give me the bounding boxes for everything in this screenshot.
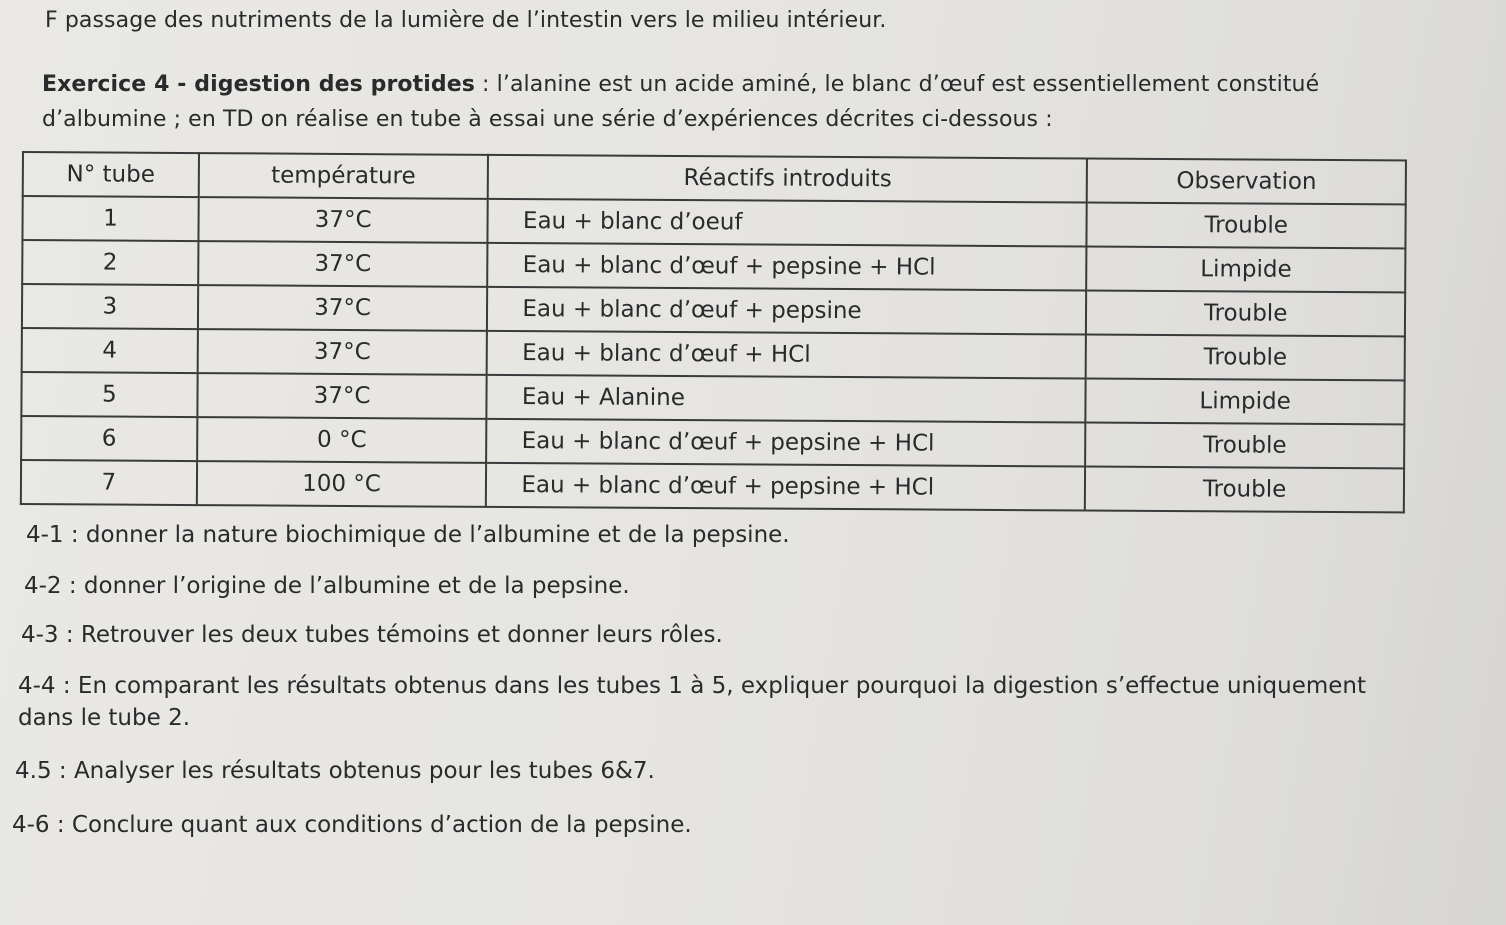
cell-tube: 4 bbox=[22, 328, 198, 373]
cell-reactifs: Eau + Alanine bbox=[487, 375, 1086, 423]
header-temperature: température bbox=[198, 153, 488, 199]
cell-observation: Trouble bbox=[1085, 423, 1404, 469]
cell-temperature: 100 °C bbox=[197, 461, 487, 507]
cell-observation: Trouble bbox=[1086, 291, 1405, 337]
table-row bbox=[21, 460, 1404, 512]
cell-observation: Trouble bbox=[1085, 467, 1404, 513]
cell-temperature: 37°C bbox=[198, 241, 488, 287]
exercise-text-1: : l’alanine est un acide aminé, le blanc d’œuf est essentiellement constitué bbox=[474, 72, 1320, 97]
question-4-3: 4-3 : Retrouver les deux tubes témoins et donner leurs rôles. bbox=[21, 622, 723, 648]
experiments-table bbox=[20, 151, 1407, 513]
cell-temperature: 37°C bbox=[198, 197, 488, 243]
cell-temperature: 37°C bbox=[198, 285, 488, 331]
question-4-6: 4-6 : Conclure quant aux conditions d’action de la pepsine. bbox=[12, 812, 692, 838]
exercise-title: Exercice 4 - digestion des protides bbox=[42, 72, 475, 97]
cell-reactifs: Eau + blanc d’œuf + pepsine bbox=[487, 287, 1086, 335]
header-reactifs: Réactifs introduits bbox=[488, 155, 1087, 203]
cell-tube: 3 bbox=[22, 284, 198, 329]
cell-tube: 1 bbox=[22, 196, 198, 241]
cell-tube: 7 bbox=[21, 460, 197, 505]
exercise-heading-line bbox=[42, 72, 1319, 97]
cell-reactifs: Eau + blanc d’œuf + pepsine + HCl bbox=[488, 243, 1087, 291]
intro-top-line: F passage des nutriments de la lumière de l’intestin vers le milieu intérieur. bbox=[45, 8, 887, 33]
question-4-4-line-1: 4-4 : En comparant les résultats obtenus dans les tubes 1 à 5, expliquer pourquoi la digestion s’effectue uniquement bbox=[18, 673, 1367, 699]
cell-observation: Limpide bbox=[1087, 247, 1406, 293]
cell-observation: Limpide bbox=[1086, 379, 1405, 425]
cell-reactifs: Eau + blanc d’œuf + pepsine + HCl bbox=[486, 463, 1085, 511]
cell-tube: 6 bbox=[21, 416, 197, 461]
cell-observation: Trouble bbox=[1087, 203, 1406, 249]
cell-temperature: 37°C bbox=[197, 329, 487, 375]
cell-observation: Trouble bbox=[1086, 335, 1405, 381]
exercise-text-2: d’albumine ; en TD on réalise en tube à essai une série d’expériences décrites ci-dessous : bbox=[42, 107, 1053, 132]
question-4-5: 4.5 : Analyser les résultats obtenus pour les tubes 6&7. bbox=[15, 758, 655, 784]
question-4-2: 4-2 : donner l’origine de l’albumine et de la pepsine. bbox=[24, 573, 630, 599]
question-4-4-line-2: dans le tube 2. bbox=[18, 705, 191, 731]
cell-reactifs: Eau + blanc d’œuf + pepsine + HCl bbox=[486, 419, 1085, 467]
cell-tube: 2 bbox=[22, 240, 198, 285]
cell-reactifs: Eau + blanc d’oeuf bbox=[488, 199, 1087, 247]
header-tube: N° tube bbox=[23, 152, 199, 197]
header-observation: Observation bbox=[1087, 159, 1406, 205]
cell-reactifs: Eau + blanc d’œuf + HCl bbox=[487, 331, 1086, 379]
question-4-4 bbox=[18, 670, 1366, 734]
cell-tube: 5 bbox=[21, 372, 197, 417]
cell-temperature: 37°C bbox=[197, 373, 487, 419]
cell-temperature: 0 °C bbox=[197, 417, 487, 463]
question-4-1: 4-1 : donner la nature biochimique de l’albumine et de la pepsine. bbox=[26, 522, 790, 548]
